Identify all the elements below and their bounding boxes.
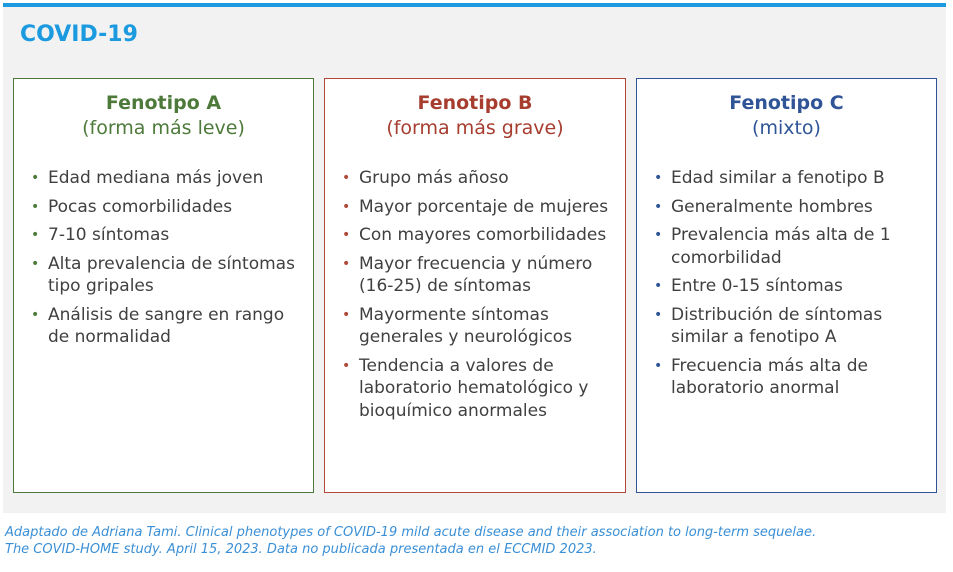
list-item	[342, 304, 613, 349]
list-item	[31, 253, 301, 298]
bullet-icon: •	[342, 255, 351, 272]
list-item	[654, 196, 924, 219]
card-subtitle: (forma más leve)	[82, 117, 245, 139]
bullet-icon: •	[654, 227, 663, 243]
list-item-text: Pocas comorbilidades	[48, 196, 233, 217]
list-item	[31, 167, 301, 190]
list-item	[654, 275, 924, 298]
list-item	[654, 224, 924, 269]
phenotype-card-a	[13, 78, 314, 493]
list-item-text: Frecuencia más alta de laboratorio anormal	[671, 355, 868, 398]
list-item-text: Análisis de sangre en rango de normalidad	[48, 304, 285, 347]
list-item-text: Grupo más añoso	[359, 168, 509, 188]
list-item-text: Con mayores comorbilidades	[359, 225, 607, 245]
bullet-icon: •	[342, 357, 351, 374]
bullet-icon: •	[654, 357, 663, 374]
list-item-text: Mayor porcentaje de mujeres	[359, 196, 609, 217]
list-item-text: Mayormente síntomas generales y neurológicos	[359, 304, 573, 347]
list-item-text: Alta prevalencia de síntomas tipo gripales	[48, 253, 295, 296]
list-item	[654, 167, 924, 190]
card-header	[14, 91, 313, 141]
list-item	[342, 167, 613, 190]
bullet-icon: •	[654, 306, 663, 323]
card-title: Fenotipo A	[105, 92, 222, 114]
card-subtitle: (mixto)	[752, 117, 821, 139]
citation-line: Adaptado de Adriana Tami. Clinical phenotypes of COVID-19 mild acute disease and their association to long-term sequelae.	[5, 525, 817, 540]
card-title: Fenotipo B	[417, 92, 533, 114]
bullet-icon: •	[31, 198, 40, 215]
list-item	[31, 304, 301, 349]
list-item-text: Prevalencia más alta de 1 comorbilidad	[671, 225, 891, 268]
feature-list	[14, 167, 313, 355]
list-item	[654, 304, 924, 349]
feature-list	[325, 167, 625, 428]
phenotype-card-b	[324, 78, 626, 493]
list-item-text: Generalmente hombres	[671, 196, 873, 217]
bullet-icon: •	[342, 306, 351, 323]
list-item	[342, 224, 613, 247]
list-item-text: Tendencia a valores de laboratorio hematológico y bioquímico anormales	[359, 355, 589, 421]
page-title: COVID-19	[20, 22, 138, 47]
list-item	[654, 355, 924, 400]
bullet-icon: •	[342, 198, 351, 215]
bullet-icon: •	[342, 170, 351, 186]
list-item-text: Distribución de síntomas similar a fenotipo A	[671, 304, 883, 347]
bullet-icon: •	[654, 198, 663, 215]
source-citation	[5, 524, 816, 558]
bullet-icon: •	[31, 227, 40, 243]
list-item-text: Mayor frecuencia y número (16-25) de síntomas	[359, 253, 593, 296]
bullet-icon: •	[31, 170, 40, 186]
bullet-icon: •	[654, 170, 663, 186]
list-item-text: Entre 0-15 síntomas	[671, 276, 843, 296]
list-item-text: 7-10 síntomas	[48, 225, 170, 245]
card-header	[325, 91, 625, 141]
phenotype-card-c	[636, 78, 937, 493]
list-item-text: Edad similar a fenotipo B	[671, 168, 885, 188]
list-item	[31, 224, 301, 247]
list-item	[31, 196, 301, 219]
bullet-icon: •	[342, 227, 351, 243]
list-item	[342, 253, 613, 298]
feature-list	[637, 167, 936, 406]
citation-line: The COVID-HOME study. April 15, 2023. Data no publicada presentada en el ECCMID 2023.	[5, 542, 597, 557]
list-item-text: Edad mediana más joven	[48, 168, 264, 188]
bullet-icon: •	[31, 255, 40, 272]
card-header	[637, 91, 936, 141]
bullet-icon: •	[654, 278, 663, 294]
card-subtitle: (forma más grave)	[386, 117, 564, 139]
card-title: Fenotipo C	[729, 92, 844, 114]
list-item	[342, 355, 613, 423]
bullet-icon: •	[31, 306, 40, 323]
list-item	[342, 196, 613, 219]
